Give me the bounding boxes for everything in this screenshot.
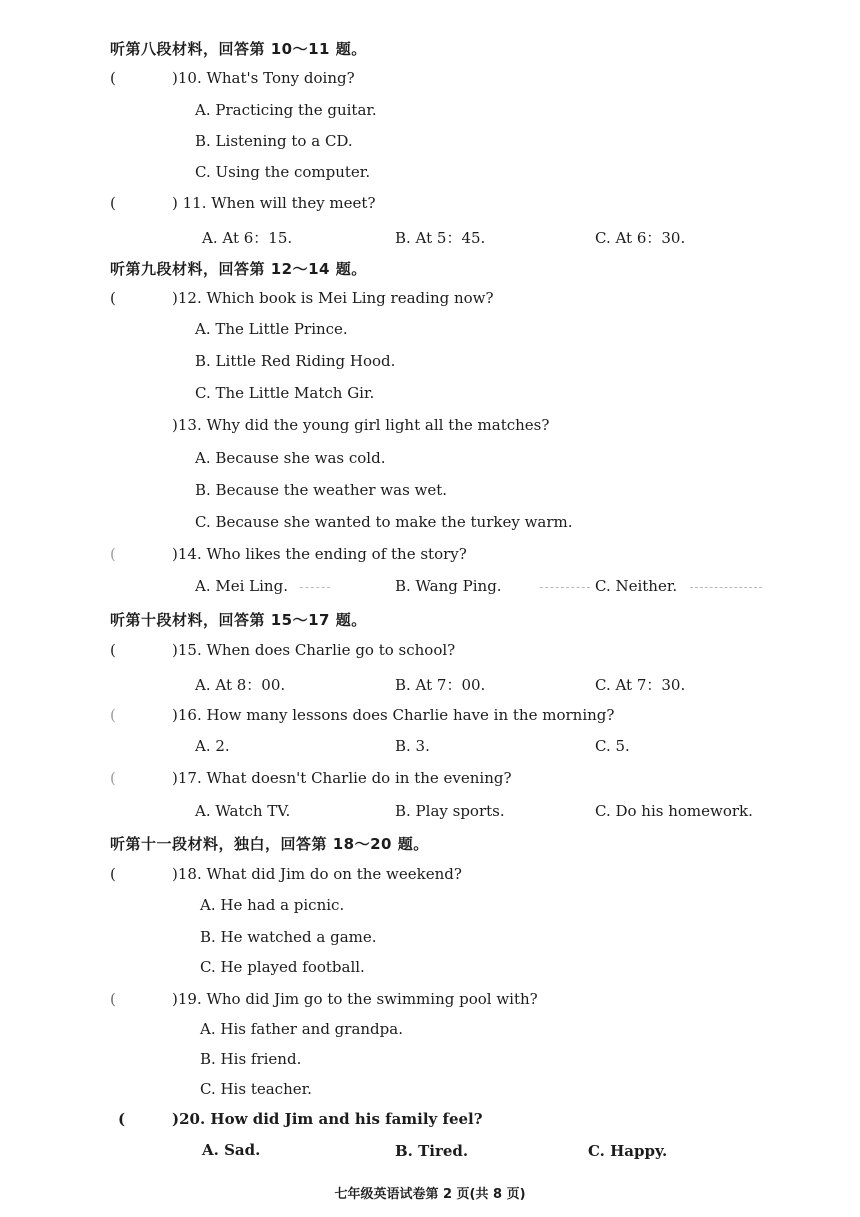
option-b: B. Play sports. xyxy=(395,802,505,820)
answer-bracket: ( xyxy=(110,865,116,883)
option-c: C. His teacher. xyxy=(200,1080,312,1098)
question-18 xyxy=(110,865,462,883)
option-b: B. 3. xyxy=(395,737,430,755)
section-heading: 听第十一段材料，独白，回答第 18～20 题。 xyxy=(110,835,429,853)
section-heading: 听第九段材料，回答第 12～14 题。 xyxy=(110,260,367,278)
question-13 xyxy=(110,416,549,434)
option-a: A. He had a picnic. xyxy=(200,896,345,914)
question-text: )15. When does Charlie go to school? xyxy=(172,641,456,659)
option-c: C. At 6：30. xyxy=(595,229,686,247)
option-a: A. Because she was cold. xyxy=(195,449,386,467)
option-b: B. Little Red Riding Hood. xyxy=(195,352,396,370)
option-b: B. He watched a game. xyxy=(200,928,377,946)
option-c: C. He played football. xyxy=(200,958,365,976)
question-text: )16. How many lessons does Charlie have in the morning? xyxy=(172,706,615,724)
question-17 xyxy=(110,769,512,787)
option-a: A. Practicing the guitar. xyxy=(195,101,377,119)
option-c: C. Neither. xyxy=(595,577,678,595)
option-c: C. Do his homework. xyxy=(595,802,753,820)
scan-artifact-line xyxy=(690,587,762,588)
option-b: B. At 7：00. xyxy=(395,676,486,694)
option-c: C. Happy. xyxy=(588,1142,668,1160)
section-heading: 听第十段材料，回答第 15～17 题。 xyxy=(110,611,367,629)
answer-bracket: ( xyxy=(110,641,116,659)
question-text: )17. What doesn't Charlie do in the evening? xyxy=(172,769,512,787)
option-a: A. Sad. xyxy=(202,1141,261,1159)
question-text: )18. What did Jim do on the weekend? xyxy=(172,865,462,883)
question-12 xyxy=(110,289,494,307)
section-heading: 听第八段材料，回答第 10～11 题。 xyxy=(110,40,367,58)
question-text: )19. Who did Jim go to the swimming pool with? xyxy=(172,990,538,1008)
page-footer: 七年级英语试卷第 2 页(共 8 页) xyxy=(334,1187,526,1202)
scan-artifact-line xyxy=(540,587,590,588)
question-text: )14. Who likes the ending of the story? xyxy=(172,545,467,563)
option-a: A. At 8：00. xyxy=(195,676,286,694)
question-11 xyxy=(110,194,375,212)
option-a: A. At 6：15. xyxy=(202,229,293,247)
option-c: C. The Little Match Gir. xyxy=(195,384,375,402)
question-10 xyxy=(110,69,355,87)
answer-bracket: ( xyxy=(110,769,116,787)
answer-bracket: ( xyxy=(110,289,116,307)
option-b: B. Because the weather was wet. xyxy=(195,481,448,499)
option-b: B. Wang Ping. xyxy=(395,577,502,595)
question-16 xyxy=(110,706,614,724)
question-15 xyxy=(110,641,455,659)
option-c: C. Because she wanted to make the turkey warm. xyxy=(195,513,573,531)
option-b: B. Tired. xyxy=(395,1142,469,1160)
answer-bracket: ( xyxy=(110,706,116,724)
answer-bracket: ( xyxy=(110,69,116,87)
question-text: )13. Why did the young girl light all the matches? xyxy=(172,416,550,434)
answer-bracket: ( xyxy=(110,990,116,1008)
answer-bracket: ( xyxy=(110,545,116,563)
answer-bracket: ( xyxy=(110,194,116,212)
answer-bracket: ( xyxy=(118,1110,126,1128)
question-text: )10. What's Tony doing? xyxy=(172,69,355,87)
question-20 xyxy=(110,1110,483,1128)
scan-artifact-line xyxy=(300,587,330,588)
option-c: C. At 7：30. xyxy=(595,676,686,694)
question-19 xyxy=(110,990,538,1008)
question-14 xyxy=(110,545,467,563)
option-a: A. 2. xyxy=(195,737,230,755)
option-a: A. Mei Ling. xyxy=(195,577,288,595)
option-a: A. His father and grandpa. xyxy=(200,1020,403,1038)
option-c: C. 5. xyxy=(595,737,630,755)
option-b: B. Listening to a CD. xyxy=(195,132,353,150)
question-text: ) 11. When will they meet? xyxy=(172,194,376,212)
option-b: B. At 5：45. xyxy=(395,229,486,247)
option-a: A. Watch TV. xyxy=(195,802,291,820)
question-text: )20. How did Jim and his family feel? xyxy=(172,1110,483,1128)
question-text: )12. Which book is Mei Ling reading now? xyxy=(172,289,494,307)
option-a: A. The Little Prince. xyxy=(195,320,348,338)
option-b: B. His friend. xyxy=(200,1050,302,1068)
option-c: C. Using the computer. xyxy=(195,163,371,181)
